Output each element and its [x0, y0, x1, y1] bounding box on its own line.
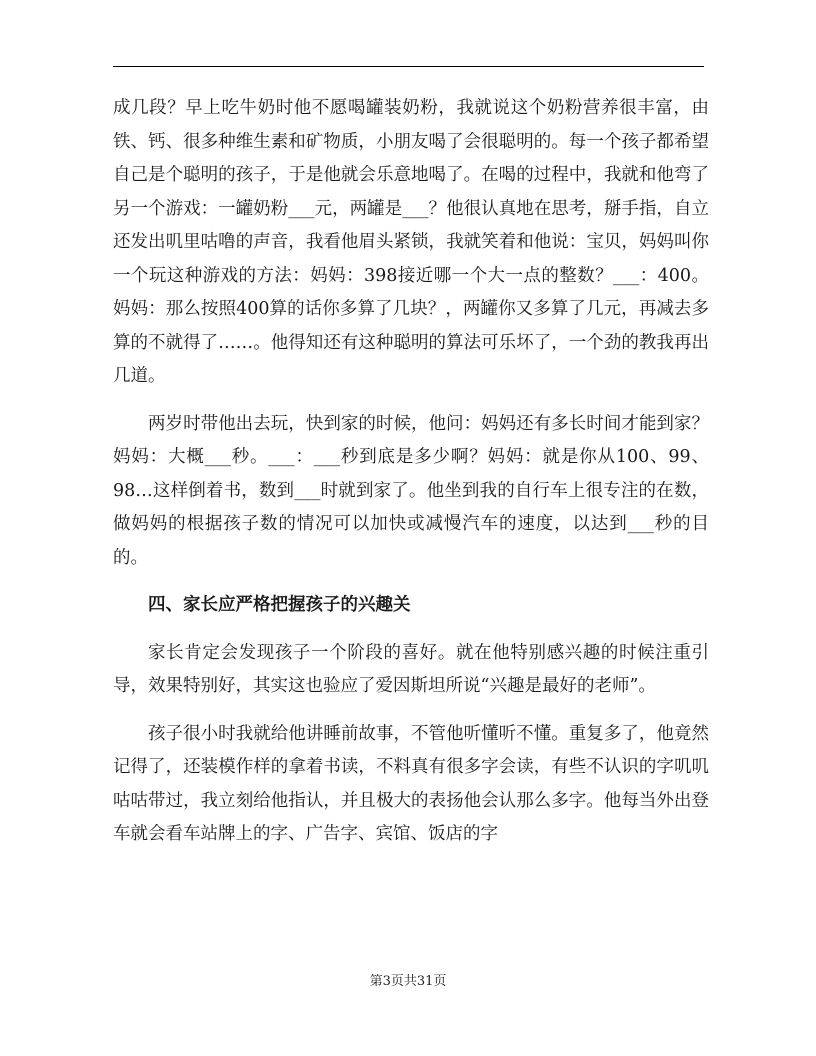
header-rule: [113, 66, 704, 67]
paragraph-4: 孩子很小时我就给他讲睡前故事，不管他听懂听不懂。重复多了，他竟然记得了，还装模作样的拿着书读，不料真有很多字会读，有些不认识的字叽叽咕咕带过，我立刻给他指认，并且极大的表扬他会认那么多字。他每当外出登车就会看车站牌上的字、广告字、宾馆、饭店的字: [113, 723, 709, 844]
paragraph-2: 两岁时带他出去玩，快到家的时候，他问：妈妈还有多长时间才能到家？妈妈：大概___秒。___：___秒到底是多少啊？妈妈：就是你从100、99、98…这样倒着书，数到___时就到家了。他坐到我的自行车上很专注的在数，做妈妈的根据孩子数的情况可以加快或减慢汽车的速度，以达到___秒的目的。: [113, 413, 709, 568]
page-number-footer: 第3页共31页: [369, 974, 447, 989]
section-heading: 四、家长应严格把握孩子的兴趣关: [148, 595, 411, 615]
paragraph-3: 家长肯定会发现孩子一个阶段的喜好。就在他特别感兴趣的时候注重引导，效果特别好，其实这也验应了爱因斯坦所说“兴趣是最好的老师”。: [113, 642, 709, 696]
paragraph-1: 成几段？早上吃牛奶时他不愿喝罐装奶粉，我就说这个奶粉营养很丰富，由铁、钙、很多种维生素和矿物质，小朋友喝了会很聪明的。每一个孩子都希望自己是个聪明的孩子，于是他就会乐意地喝了。在喝的过程中，我就和他弯了另一个游戏：一罐奶粉___元，两罐是___？他很认真地在思考，掰手指，自立还发出叽里咕噜的声音，我看他眉头紧锁，我就笑着和他说：宝贝，妈妈叫你一个玩这种游戏的方法：妈妈：398接近哪一个大一点的整数？___：400。妈妈：那么按照400算的话你多算了几块？，两罐你又多算了几元，再减去多算的不就得了……。他得知还有这种聪明的算法可乐坏了，一个劲的教我再出几道。: [113, 98, 709, 386]
document-body: [113, 92, 709, 852]
